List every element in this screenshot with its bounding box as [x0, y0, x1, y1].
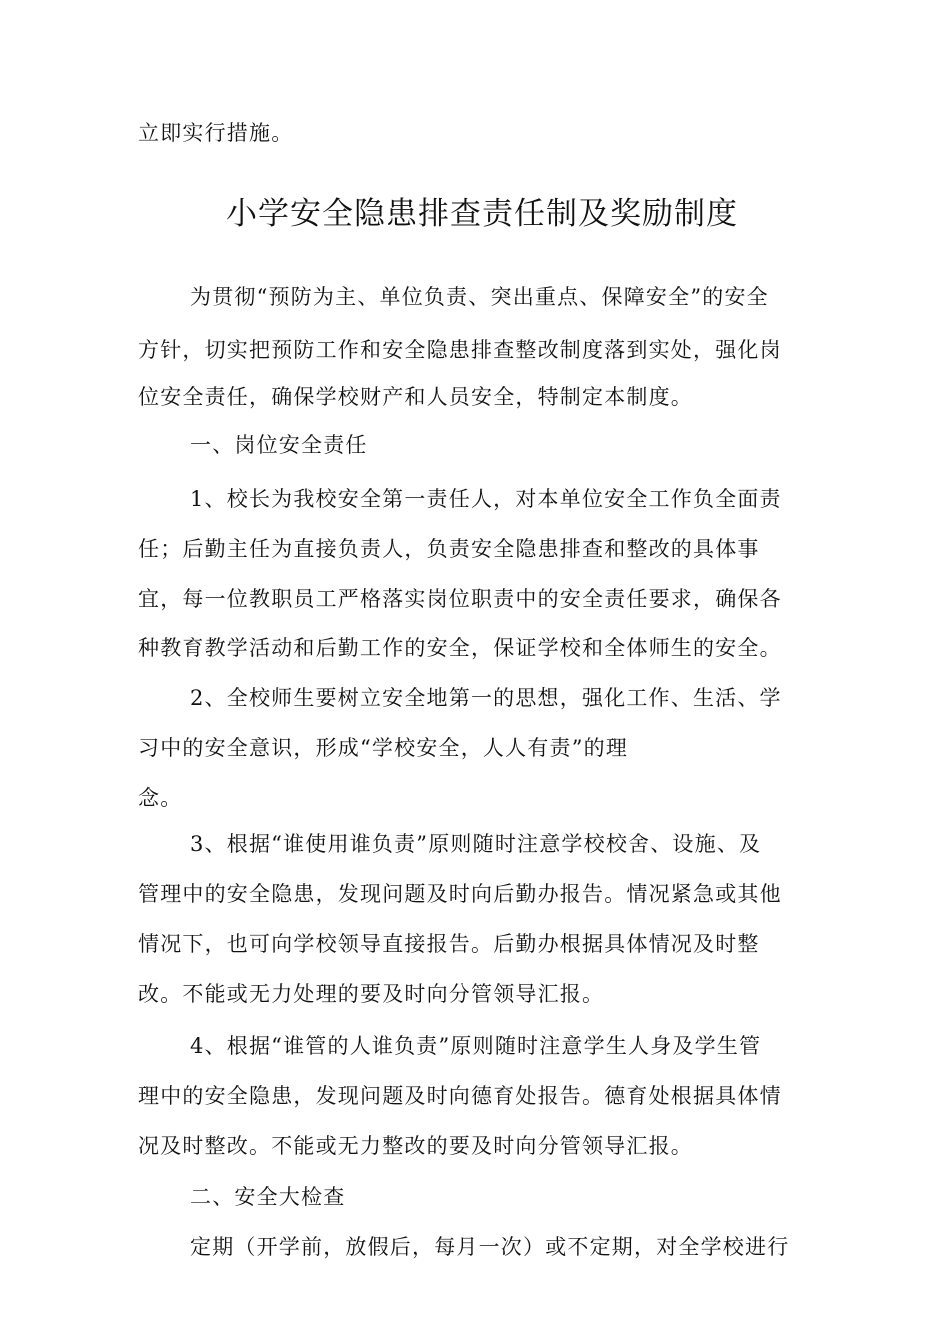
item4-line-3: 况及时整改。不能或无力整改的要及时向分管领导汇报。: [138, 1134, 693, 1158]
item1-line-2: 任；后勤主任为直接负责人，负责安全隐患排查和整改的具体事: [138, 537, 760, 561]
section2-line-1: 定期（开学前，放假后，每月一次）或不定期，对全学校进行: [190, 1235, 790, 1259]
item1-line-3: 宜，每一位教职员工严格落实岗位职责中的安全责任要求，确保各: [138, 587, 782, 611]
item2-line-2: 习中的安全意识，形成“学校安全，人人有责”的理: [138, 736, 629, 760]
document-title: 小学安全隐患排查责任制及奖励制度: [226, 196, 738, 232]
item1-line-4: 种教育教学活动和后勤工作的安全，保证学校和全体师生的安全。: [138, 636, 782, 660]
item3-line-1: 3、根据“谁使用谁负责”原则随时注意学校校舍、设施、及: [190, 832, 762, 856]
section-heading-2: 二、安全大检查: [190, 1185, 346, 1209]
item4-line-1: 4、根据“谁管的人谁负责”原则随时注意学生人身及学生管: [190, 1034, 762, 1058]
item1-line-1: 1、校长为我校安全第一责任人，对本单位安全工作负全面责: [190, 487, 782, 511]
item3-line-3: 情况下，也可向学校领导直接报告。后勤办根据具体情况及时整: [138, 932, 760, 956]
intro-line-1: 为贯彻“预防为主、单位负责、突出重点、保障安全”的安全: [190, 285, 769, 309]
intro-line-2: 方针，切实把预防工作和安全隐患排查整改制度落到实处，强化岗: [138, 338, 782, 362]
section-heading-1: 一、岗位安全责任: [190, 433, 368, 457]
carry-over-text: 立即实行措施。: [138, 121, 294, 145]
item3-line-4: 改。不能或无力处理的要及时向分管领导汇报。: [138, 982, 605, 1006]
item3-line-2: 管理中的安全隐患，发现问题及时向后勤办报告。情况紧急或其他: [138, 882, 782, 906]
item4-line-2: 理中的安全隐患，发现问题及时向德育处报告。德育处根据具体情: [138, 1084, 782, 1108]
item2-line-1: 2、全校师生要树立安全地第一的思想，强化工作、生活、学: [190, 686, 782, 710]
intro-line-3: 位安全责任，确保学校财产和人员安全，特制定本制度。: [138, 385, 693, 409]
item2-line-3: 念。: [138, 786, 183, 810]
